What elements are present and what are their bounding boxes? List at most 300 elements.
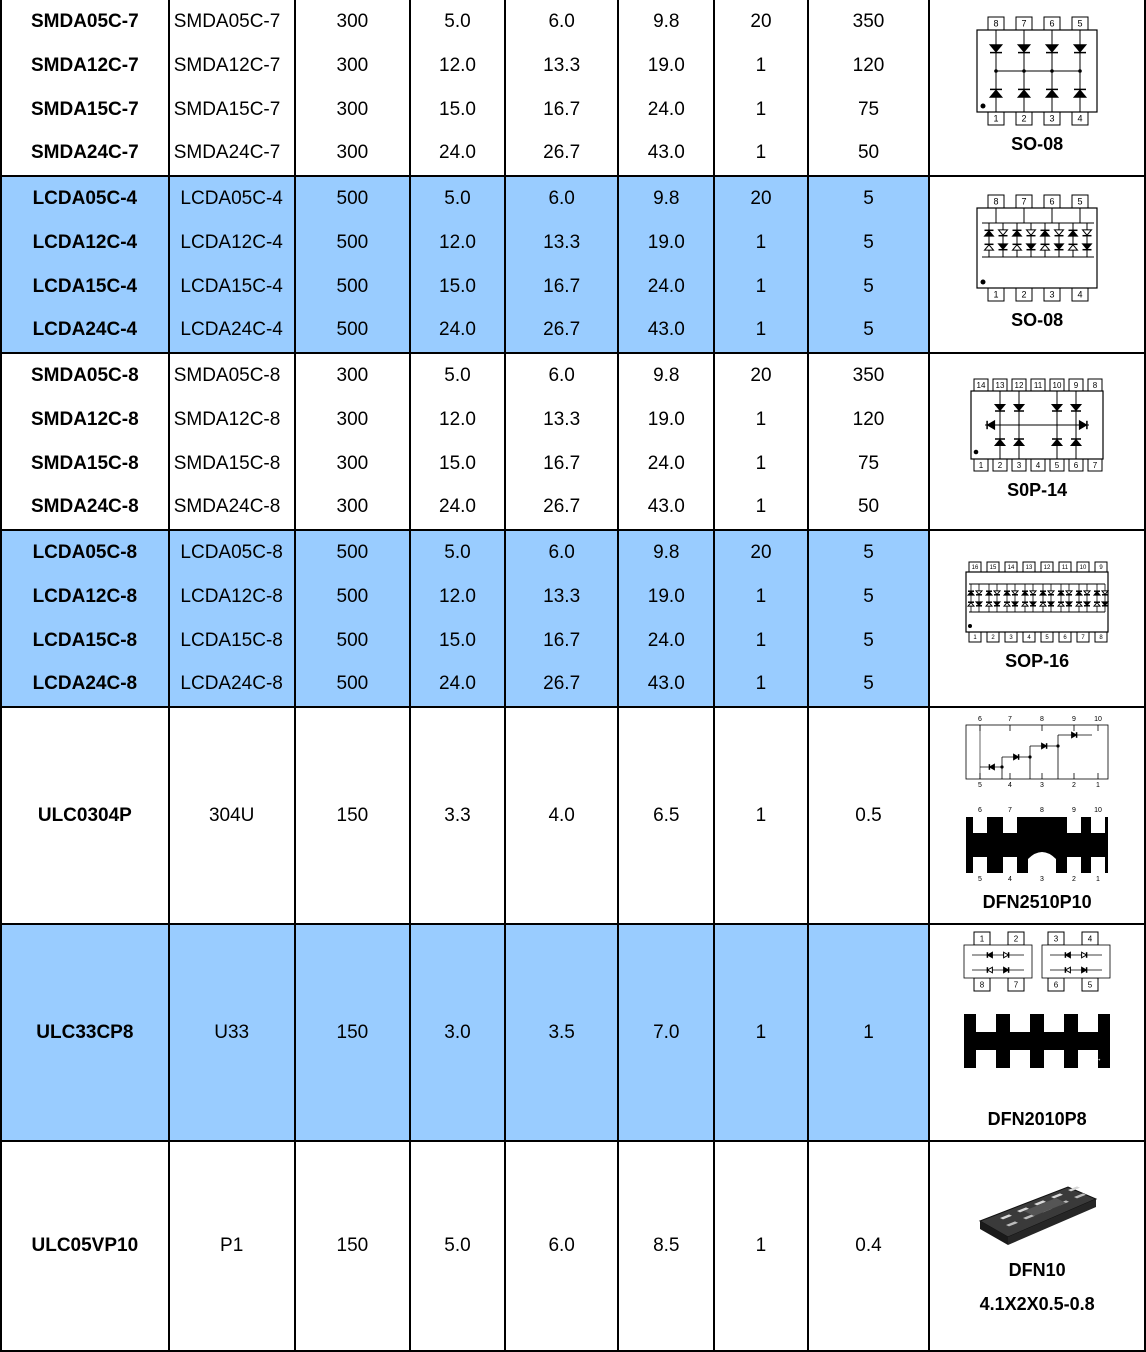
package-cell: [929, 1141, 1145, 1351]
peak-power: 500: [336, 629, 369, 651]
package-name: DFN10: [1008, 1260, 1066, 1280]
package-name: SOP-16: [1005, 650, 1070, 671]
standoff-voltage-cell: [410, 0, 505, 176]
breakdown-voltage: 13.3: [543, 231, 581, 253]
leakage-current: 1: [755, 231, 767, 253]
peak-power: 500: [336, 188, 369, 209]
clamping-voltage: 9.8: [653, 542, 680, 563]
clamping-voltage: 24.0: [647, 629, 685, 651]
marking-code: SMDA24C-7: [173, 142, 281, 164]
standoff-voltage-cell: [410, 176, 505, 353]
peak-power-cell: [295, 707, 411, 924]
marking-code: LCDA05C-4: [180, 188, 283, 209]
package-cell: [929, 176, 1145, 353]
pin-label: 5: [1087, 979, 1093, 989]
peak-power-cell: [295, 530, 411, 707]
clamping-voltage-cell: [618, 176, 714, 353]
pin-label: 13: [995, 380, 1005, 390]
leakage-current: 20: [750, 542, 772, 563]
marking-code: SMDA15C-7: [173, 98, 281, 120]
pin-label: 3: [1016, 460, 1022, 470]
breakdown-voltage-cell: [505, 353, 619, 530]
cell-stack: [619, 354, 713, 529]
pin-label: 7: [1092, 460, 1098, 470]
table-row-group: [1, 176, 1145, 353]
leakage-current: 1: [755, 629, 767, 651]
package-cell: [929, 924, 1145, 1141]
breakdown-voltage: 16.7: [543, 629, 581, 651]
part-number: SMDA05C-7: [30, 11, 139, 32]
cell-stack: [619, 0, 713, 175]
peak-power: 500: [336, 585, 369, 607]
clamping-voltage: 43.0: [647, 319, 685, 341]
peak-power: 300: [336, 142, 369, 164]
capacitance: 5: [863, 542, 874, 563]
breakdown-voltage: 26.7: [543, 673, 581, 695]
table-row-single: [1, 1141, 1145, 1351]
part-number: LCDA05C-4: [32, 188, 138, 209]
package-figure: [930, 193, 1144, 337]
pin-label: 1: [993, 113, 999, 124]
peak-power: 150: [336, 1235, 369, 1256]
capacitance-cell: [808, 530, 930, 707]
breakdown-voltage: 13.3: [543, 54, 581, 76]
pin-label: 7: [1013, 979, 1019, 989]
cell-stack: [170, 354, 294, 529]
pin-label: 5: [1054, 460, 1060, 470]
marking-code: SMDA05C-8: [173, 365, 281, 386]
cell-stack: [715, 354, 807, 529]
clamping-voltage: 9.8: [653, 365, 680, 386]
pin-label: 12: [1043, 564, 1051, 571]
cell-stack: [296, 177, 410, 352]
clamping-voltage: 19.0: [647, 585, 685, 607]
package-figure: [930, 1171, 1144, 1321]
pin-label: 5: [1045, 634, 1049, 641]
pin-label: 9: [1099, 564, 1103, 571]
package-figure: [930, 713, 1144, 919]
pin-label: 15: [989, 564, 997, 571]
breakdown-voltage-cell: [505, 924, 619, 1141]
peak-power: 500: [336, 319, 369, 341]
capacitance: 1: [863, 1021, 874, 1043]
marking-code-cell: [169, 353, 295, 530]
pin-label: 2: [1072, 781, 1077, 789]
table-row-single: [1, 924, 1145, 1141]
pin-label: 8: [1099, 634, 1103, 641]
standoff-voltage-cell: [410, 530, 505, 707]
pin-label: 6: [1053, 979, 1059, 989]
breakdown-voltage: 16.7: [543, 275, 581, 297]
capacitance: 5: [863, 585, 874, 607]
part-number: SMDA15C-7: [30, 98, 139, 120]
pin-label: 4: [1077, 113, 1083, 124]
leakage-current: 1: [755, 1235, 767, 1256]
capacitance: 5: [863, 319, 874, 341]
leakage-current: 20: [750, 11, 772, 32]
pin-label: 11: [1033, 380, 1043, 390]
sop16-schematic-icon: [963, 560, 1111, 644]
pin-label: 9: [1072, 715, 1077, 723]
standoff-voltage: 24.0: [439, 673, 476, 695]
peak-power: 150: [336, 1021, 369, 1043]
clamping-voltage: 24.0: [647, 452, 685, 474]
part-number: SMDA12C-8: [30, 408, 139, 430]
pin-label: 3: [1049, 289, 1055, 300]
breakdown-voltage: 26.7: [543, 319, 581, 341]
part-number-cell: [1, 1141, 169, 1351]
leakage-current: 1: [755, 452, 767, 474]
standoff-voltage: 12.0: [439, 54, 476, 76]
package-name: DFN2010P8: [987, 1108, 1087, 1129]
cell-stack: [2, 531, 168, 706]
marking-code: U33: [214, 1021, 250, 1043]
marking-code: P1: [220, 1235, 244, 1256]
part-number: SMDA12C-7: [30, 54, 139, 76]
standoff-voltage: 5.0: [444, 11, 471, 32]
pin-label: 8: [993, 196, 999, 207]
pin-label: 10: [1094, 715, 1103, 723]
package-name: S0P-14: [1007, 479, 1068, 500]
peak-power: 300: [336, 365, 369, 386]
pin-label: 3: [1053, 933, 1059, 943]
package-name: SO-08: [1011, 309, 1064, 330]
clamping-voltage: 6.5: [653, 804, 680, 826]
cell-stack: [506, 0, 618, 175]
leakage-current: 1: [755, 142, 767, 164]
capacitance: 5: [863, 188, 874, 209]
part-number: SMDA05C-8: [30, 365, 139, 386]
capacitance: 120: [852, 408, 885, 430]
breakdown-voltage: 13.3: [543, 585, 581, 607]
standoff-voltage: 12.0: [439, 231, 476, 253]
pin-label: 8: [993, 18, 999, 29]
table-row-group: [1, 0, 1145, 176]
cell-stack: [411, 531, 504, 706]
capacitance: 75: [857, 98, 880, 120]
capacitance: 120: [852, 54, 885, 76]
peak-power: 500: [336, 673, 369, 695]
sop14-schematic-icon: [967, 377, 1107, 473]
so8-schematic-icon: [972, 15, 1102, 127]
standoff-voltage: 15.0: [439, 452, 476, 474]
part-number-cell: [1, 176, 169, 353]
peak-power: 500: [336, 542, 369, 563]
part-number: ULC33CP8: [36, 1021, 134, 1043]
pin-label: 7: [1081, 634, 1085, 641]
capacitance-cell: [808, 924, 930, 1141]
pin-label: 7: [1008, 715, 1013, 723]
pin-label: 3: [1040, 781, 1045, 789]
standoff-voltage: 24.0: [439, 142, 476, 164]
package-figure: [930, 15, 1144, 161]
leakage-current-cell: [714, 1141, 808, 1351]
peak-power-cell: [295, 0, 411, 176]
capacitance: 350: [852, 11, 885, 32]
clamping-voltage-cell: [618, 0, 714, 176]
marking-code-cell: [169, 530, 295, 707]
peak-power: 500: [336, 275, 369, 297]
clamping-voltage-cell: [618, 530, 714, 707]
cell-stack: [296, 354, 410, 529]
pin-label: 11: [1062, 564, 1069, 571]
part-number: LCDA05C-8: [32, 542, 138, 563]
cell-stack: [170, 531, 294, 706]
marking-code: SMDA05C-7: [173, 11, 281, 32]
capacitance-cell: [808, 707, 930, 924]
pin-label: 3: [1040, 875, 1045, 883]
standoff-voltage: 15.0: [439, 275, 476, 297]
marking-code: LCDA15C-4: [180, 275, 283, 297]
standoff-voltage: 3.3: [444, 804, 471, 826]
leakage-current: 1: [755, 98, 767, 120]
clamping-voltage: 43.0: [647, 496, 685, 518]
clamping-voltage-cell: [618, 924, 714, 1141]
dfn10-package-icon: [972, 1181, 1102, 1253]
cell-stack: [715, 531, 807, 706]
capacitance: 50: [857, 142, 880, 164]
marking-code-cell: [169, 707, 295, 924]
capacitance: 0.5: [855, 804, 882, 826]
pin-label: 9: [1072, 806, 1077, 814]
svg-text:→: →: [1094, 1053, 1103, 1063]
leakage-current: 1: [755, 408, 767, 430]
peak-power: 300: [336, 496, 369, 518]
marking-code: LCDA24C-8: [180, 673, 283, 695]
clamping-voltage: 24.0: [647, 98, 685, 120]
pin-label: 7: [1008, 806, 1013, 814]
cell-stack: [411, 354, 504, 529]
marking-code-cell: [169, 1141, 295, 1351]
clamping-voltage-cell: [618, 1141, 714, 1351]
leakage-current-cell: [714, 530, 808, 707]
standoff-voltage: 5.0: [444, 1235, 471, 1256]
pin-label: 1: [1096, 781, 1101, 789]
standoff-voltage-cell: [410, 353, 505, 530]
pin-label: 12: [1014, 380, 1024, 390]
marking-code: LCDA05C-8: [180, 542, 283, 563]
capacitance: 5: [863, 673, 874, 695]
clamping-voltage-cell: [618, 707, 714, 924]
pin-label: 2: [1072, 875, 1077, 883]
package-dimensions: 4.1X2X0.5-0.8: [979, 1294, 1095, 1314]
part-number-cell: [1, 353, 169, 530]
marking-code-cell: [169, 176, 295, 353]
pin-label: 2: [1021, 289, 1027, 300]
standoff-voltage: 12.0: [439, 408, 476, 430]
package-figure: [930, 377, 1144, 507]
part-number: LCDA12C-8: [32, 585, 138, 607]
pin-label: 1: [993, 289, 999, 300]
part-number: ULC05VP10: [31, 1235, 139, 1256]
capacitance: 5: [863, 275, 874, 297]
standoff-voltage: 5.0: [444, 542, 471, 563]
pin-label: 5: [978, 875, 983, 883]
cell-stack: [296, 531, 410, 706]
cell-stack: [715, 0, 807, 175]
pin-label: 5: [1077, 196, 1083, 207]
capacitance: 5: [863, 231, 874, 253]
breakdown-voltage: 4.0: [548, 804, 575, 826]
standoff-voltage: 24.0: [439, 496, 476, 518]
leakage-current: 1: [755, 275, 767, 297]
pin-label: 8: [1040, 715, 1045, 723]
table-row-group: [1, 353, 1145, 530]
standoff-voltage: 15.0: [439, 98, 476, 120]
clamping-voltage: 43.0: [647, 673, 685, 695]
standoff-voltage: 3.0: [444, 1021, 471, 1043]
capacitance-cell: [808, 353, 930, 530]
pin-label: 5: [978, 781, 983, 789]
pin-label: 10: [1079, 564, 1087, 571]
peak-power: 300: [336, 452, 369, 474]
table-row-group: [1, 530, 1145, 707]
part-number: SMDA24C-8: [30, 496, 139, 518]
standoff-voltage: 24.0: [439, 319, 476, 341]
table-row-single: [1, 707, 1145, 924]
package-figure: [930, 560, 1144, 678]
pin-label: 2: [991, 634, 995, 641]
pin-label: 4: [1008, 781, 1013, 789]
peak-power-cell: [295, 176, 411, 353]
clamping-voltage: 43.0: [647, 142, 685, 164]
peak-power: 300: [336, 98, 369, 120]
breakdown-voltage: 26.7: [543, 496, 581, 518]
cell-stack: [506, 354, 618, 529]
capacitance-cell: [808, 176, 930, 353]
pin-label: 7: [1021, 18, 1027, 29]
breakdown-voltage: 6.0: [548, 542, 575, 563]
leakage-current: 1: [755, 54, 767, 76]
standoff-voltage-cell: [410, 1141, 505, 1351]
pin-label: 6: [1073, 460, 1079, 470]
dfn2010p8-schematic-icon: [962, 930, 1112, 1102]
pin-label: 6: [1049, 18, 1055, 29]
capacitance-cell: [808, 0, 930, 176]
cell-stack: [2, 354, 168, 529]
standoff-voltage: 12.0: [439, 585, 476, 607]
pin-label: 8: [1040, 806, 1045, 814]
marking-code: SMDA24C-8: [173, 496, 281, 518]
pin-label: 3: [1049, 113, 1055, 124]
breakdown-voltage: 26.7: [543, 142, 581, 164]
cell-stack: [715, 177, 807, 352]
pin-label: 6: [978, 715, 983, 723]
pin-label: 8: [1092, 380, 1098, 390]
cell-stack: [2, 0, 168, 175]
leakage-current: 1: [755, 1021, 767, 1043]
marking-code: LCDA24C-4: [180, 319, 283, 341]
cell-stack: [411, 0, 504, 175]
marking-code: 304U: [208, 804, 255, 826]
leakage-current-cell: [714, 353, 808, 530]
standoff-voltage-cell: [410, 707, 505, 924]
capacitance: 0.4: [855, 1235, 882, 1256]
breakdown-voltage: 6.0: [548, 365, 575, 386]
package-cell: [929, 353, 1145, 530]
clamping-voltage: 7.0: [653, 1021, 680, 1043]
pin-label: 14: [1007, 564, 1015, 571]
clamping-voltage: 19.0: [647, 408, 685, 430]
leakage-current-cell: [714, 707, 808, 924]
capacitance: 50: [857, 496, 880, 518]
cell-stack: [809, 531, 929, 706]
pin-label: 7: [1021, 196, 1027, 207]
so8-lowcap-schematic-icon: [972, 193, 1102, 303]
pin-label: 5: [1077, 18, 1083, 29]
pin-label: 4: [1077, 289, 1083, 300]
leakage-current: 1: [755, 496, 767, 518]
part-number-cell: [1, 530, 169, 707]
part-number: SMDA15C-8: [30, 452, 139, 474]
breakdown-voltage: 3.5: [548, 1021, 575, 1043]
capacitance: 5: [863, 629, 874, 651]
part-number-cell: [1, 924, 169, 1141]
standoff-voltage-cell: [410, 924, 505, 1141]
package-cell: [929, 530, 1145, 707]
leakage-current-cell: [714, 924, 808, 1141]
peak-power: 300: [336, 54, 369, 76]
part-number: ULC0304P: [37, 804, 132, 826]
cell-stack: [2, 177, 168, 352]
marking-code: SMDA15C-8: [173, 452, 281, 474]
cell-stack: [809, 0, 929, 175]
clamping-voltage: 19.0: [647, 231, 685, 253]
pin-label: 2: [997, 460, 1003, 470]
cell-stack: [809, 354, 929, 529]
part-number-cell: [1, 707, 169, 924]
pin-label: 13: [1025, 564, 1033, 571]
breakdown-voltage-cell: [505, 176, 619, 353]
capacitance-cell: [808, 1141, 930, 1351]
pin-label: 10: [1052, 380, 1062, 390]
pin-label: 1: [973, 634, 977, 641]
package-cell: [929, 707, 1145, 924]
peak-power-cell: [295, 924, 411, 1141]
part-number: LCDA15C-4: [32, 275, 138, 297]
cell-stack: [170, 0, 294, 175]
leakage-current-cell: [714, 0, 808, 176]
marking-code: LCDA12C-8: [180, 585, 283, 607]
breakdown-voltage: 16.7: [543, 98, 581, 120]
clamping-voltage: 19.0: [647, 54, 685, 76]
clamping-voltage: 9.8: [653, 188, 680, 209]
leakage-current: 20: [750, 365, 772, 386]
breakdown-voltage: 6.0: [548, 188, 575, 209]
capacitance: 350: [852, 365, 885, 386]
peak-power: 300: [336, 11, 369, 32]
breakdown-voltage-cell: [505, 0, 619, 176]
pin-label: 14: [976, 380, 986, 390]
breakdown-voltage-cell: [505, 1141, 619, 1351]
pin-label: 8: [979, 979, 985, 989]
capacitance: 75: [857, 452, 880, 474]
part-number: LCDA12C-4: [32, 231, 138, 253]
pin-label: 10: [1094, 806, 1103, 814]
package-name: SO-08: [1011, 133, 1064, 154]
part-number: LCDA15C-8: [32, 629, 138, 651]
cell-stack: [619, 531, 713, 706]
cell-stack: [506, 177, 618, 352]
pin-label: 16: [971, 564, 979, 571]
peak-power: 500: [336, 231, 369, 253]
marking-code-cell: [169, 924, 295, 1141]
pin-label: 6: [1049, 196, 1055, 207]
marking-code-cell: [169, 0, 295, 176]
package-cell: [929, 0, 1145, 176]
pin-label: 6: [1063, 634, 1067, 641]
pin-label: 1: [1096, 875, 1101, 883]
